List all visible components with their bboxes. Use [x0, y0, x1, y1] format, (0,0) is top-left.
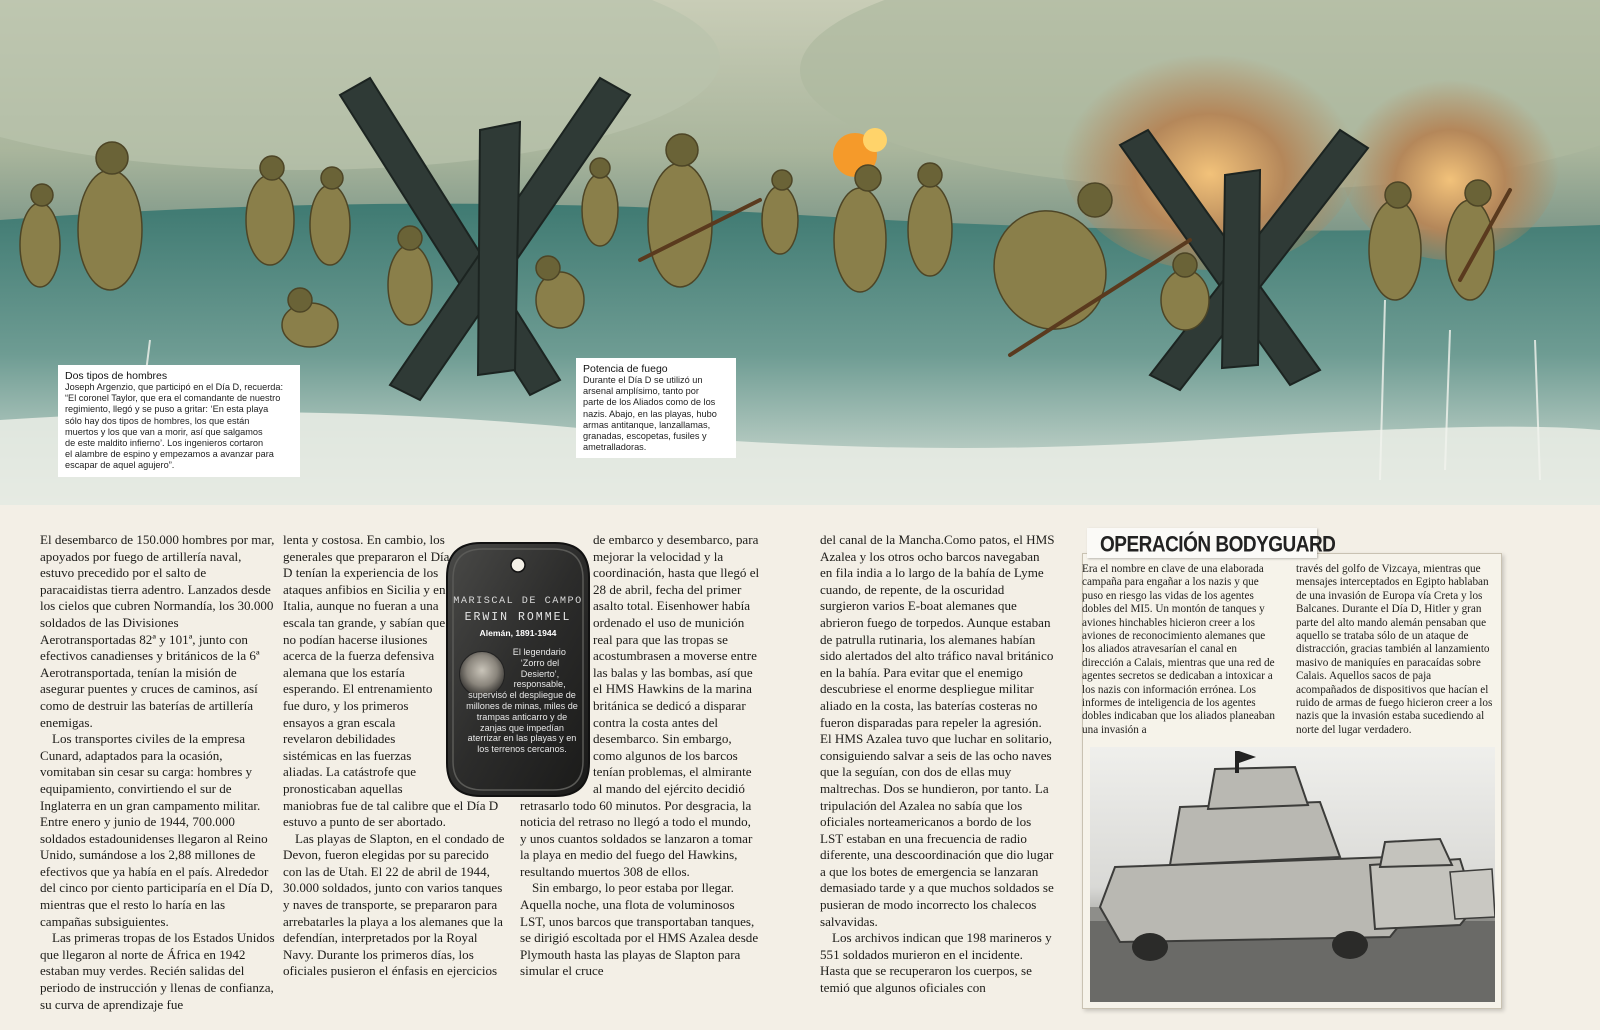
caption-title: Potencia de fuego	[583, 363, 668, 375]
paragraph: Los archivos indican que 198 marineros y 551 soldados murieron en el incidente. Hasta que se recuperaron los cuerpos, se temió que algunos oficiales con	[820, 930, 1052, 996]
caption-line: de este maldito infierno’. Los ingenieros cortaron	[65, 438, 264, 449]
caption-line: “El coronel Taylor, que era el comandante de nuestro	[65, 393, 281, 404]
article-column-1	[40, 532, 275, 1013]
paragraph: Sin embargo, lo peor estaba por llegar. Aquella noche, una flota de voluminosos LST, unos barcos que transportaban tanques, se dirigió escoltada por el HMS Azalea desde Plymouth hasta las playas de Slapton para simular el cruce	[520, 880, 759, 979]
caption-line: Joseph Argenzio, que participó en el Día D, recuerda:	[65, 382, 284, 392]
dog-tag-rank: MARISCAL DE CAMPO	[453, 596, 583, 607]
caption-line: escapar de aquel agujero”.	[65, 460, 175, 471]
caption-line: nazis. Abajo, en las playas, hubo	[583, 408, 717, 419]
sidebar-column-right: través del golfo de Vizcaya, mientras que mensajes interceptados en Egipto hablaban de una invasión de Europa vía Creta y los Balcanes. Durante el Día D, Hitler y gran parte del alto mando alemán pensaban que aquello se trataba sólo de un ataque de distracción, gracias también al lanzamiento masivo de maniquíes en paracaídas sobre Calais. Aquellos sacos de paja acompañados de dispositivos que hacían el ruido de armas de fuego hicieron creer a los nazis que la invasión estaba sucediendo al norte del lugar verdadero.	[1296, 563, 1493, 736]
photo-artwork	[1090, 747, 1495, 1002]
beach-landing-illustration	[0, 0, 1600, 505]
dog-tag-name: ERWIN ROMMEL	[464, 611, 572, 624]
sidebar-column-left: Era el nombre en clave de una elaborada campaña para engañar a los nazis y que puso en riesgo las vidas de los agentes dobles del MI5. Un montón de tanques y aviones hinchables hicieron creer a los aviones de reconocimiento alemanes que los aliados atravesarían el canal en dirección a Calais, mientras que una red de agentes secretos se dedicaban a intoxicar a los nazis con información errónea. Los informes de inteligencia de los agentes dobles indicaban que los aliados planeaban una invasión a	[1082, 563, 1275, 736]
caption-two-kinds-of-men	[58, 365, 300, 477]
paragraph: lenta y costosa. En cambio, los generales que prepararon el Día D tenían la experiencia de los ataques anfibios en Sicilia y en Italia, aunque no fueran a una escala tan grande, y sabían que no podían hacerse ilusiones acerca de la fuerza defensiva alemana que los estaría esperando. El entrenamiento fue duro, y los primeros ensayos a gran escala revelaron debilidades sistémicas en las fuerzas aliadas. La catástrofe que pronosticaban aquellas maniobras fue de tal calibre que el Día D estuvo a punto de ser abortado.	[283, 532, 499, 830]
rommel-dog-tag	[443, 541, 593, 798]
caption-line: Durante el Día D se utilizó un	[583, 375, 703, 385]
dog-tag-text	[465, 647, 579, 755]
paragraph: El desembarco de 150.000 hombres por mar, apoyados por fuego de artillería naval, estuvo precedido por el salto de paracaidistas tierra adentro. Lanzados desde los cielos que cubren Normandía, los 30.000 soldados de las Divisiones Aerotransportadas 82ª y 101ª, junto con efectivos canadienses y británicos de la 6ª Aerotransportada, tenían la misión de asegurar puentes y cruces de caminos, así como de destruir las baterías de artillería enemigas.	[40, 532, 275, 730]
caption-title: Dos tipos de hombres	[65, 370, 168, 382]
caption-line: armas antitanque, lanzallamas,	[583, 419, 711, 430]
dog-tag-dates: Alemán, 1891-1944	[479, 628, 557, 638]
caption-line: el alambre de espino y empezamos a avanzar para	[65, 449, 274, 460]
caption-line: sólo hay dos tipos de hombres, los que están	[65, 415, 250, 426]
paragraph: de embarco y desembarco, para mejorar la velocidad y la coordinación, hasta que llegó el 28 de abril, fecha del primer asalto total. Eisenhower había ordenado el uso de munición real para que las tropas se acostumbrasen a moverse entre las balas y las bombas, así que el HMS Hawkins de la marina británica se dedicó a disparar contra la costa antes del desembarco. Sin embargo, como algunos de los barcos tenían problemas, el almirante al mando del ejército decidió retrasarlo todo 60 minutos. Por desgracia, la noticia del retraso no llegó a todo el mundo, y unos cuantos soldados se lanzaron a tomar la playa en medio del fuego del Hawkins, resultando muertos 308 de ellos.	[520, 532, 760, 879]
caption-line: granadas, escopetas, fusiles y	[583, 431, 707, 442]
inflatable-tanks-photo	[1090, 747, 1495, 1002]
paragraph: Las playas de Slapton, en el condado de Devon, fueron elegidas por su parecido con las de Utah. El 22 de abril de 1944, 30.000 soldados, junto con varios tanques y naves de transporte, se prepararon para arrebatarles la playa a los alemanes que la defendían, interpretados por la Royal Navy. Durante los primeros días, los oficiales pusieron el énfasis en ejercicios	[283, 830, 505, 979]
caption-line: arsenal amplísimo, tanto por	[583, 386, 699, 397]
sidebar-title: OPERACIÓN BODYGUARD	[1100, 533, 1336, 558]
paragraph: Las primeras tropas de los Estados Unidos que llegaron al norte de África en 1942 estaban muy verdes. Recién salidas del periodo de instrucción y llenas de confianza, su curva de aprendizaje fue	[40, 930, 275, 1012]
caption-firepower	[576, 358, 736, 458]
paragraph: del canal de la Mancha.Como patos, el HMS Azalea y los otros ocho barcos navegaban en fila india a lo largo de la bahía de Lyme cuando, de repente, de la oscuridad surgieron varios E-boat alemanes que abrieron fuego de torpedos. Aunque estaban de patrulla rutinaria, los alemanes habían sido alertados del alto tráfico naval británico en la bahía. Para evitar que el enemigo descubriese el enorme despliegue militar aliado en la costa, las baterías costeras no fueron disparadas para repeler la agresión. El HMS Azalea tuvo que luchar en solitario, consiguiendo salvar a seis de las ocho naves que la seguían, con dos de ellas muy maltrechas. Dos se hundieron, por tanto. La tripulación del Azalea no sabía que los oficiales norteamericanos a bordo de los LST estaban en una frecuencia de radio diferente, una descoordinación que dio lugar a que los botes de emergencia se lanzaran demasiado tarde y a que muchos soldados se pusieran de modo incorrecto los chalecos salvavidas.	[820, 532, 1055, 929]
caption-line: ametralladoras.	[583, 442, 647, 453]
article-column-4	[820, 532, 1055, 997]
portrait-wrap-spacer	[465, 647, 501, 691]
caption-line: parte de los Aliados como de los	[583, 397, 716, 408]
dog-tag-bio: El legendario ‘Zorro del Desierto’, responsable, supervisó el despliegue de millones de minas, miles de trampas anticarro y de zanjas que impedían aterrizar en las playas y en los terrenos cercanos.	[466, 647, 578, 755]
caption-line: muertos y los que van a morir, así que salgamos	[65, 426, 263, 437]
paragraph: Los transportes civiles de la empresa Cunard, adaptados para la ocasión, vomitaban sin cesar su carga: hombres y equipamiento, convirtiendo el sur de Inglaterra en un gran campamento militar. Entre enero y junio de 1944, 700.000 soldados estadounidenses llegaron al Reino Unido, sumándose a los 2,88 millones de efectivos que ya había en el país. Alrededor del cinco por ciento participaría en el Día D, mientras que el resto lo haría en las campañas subsiguientes.	[40, 731, 274, 929]
caption-line: regimiento, llegó y se puso a gritar: ‘En esta playa	[65, 404, 269, 415]
